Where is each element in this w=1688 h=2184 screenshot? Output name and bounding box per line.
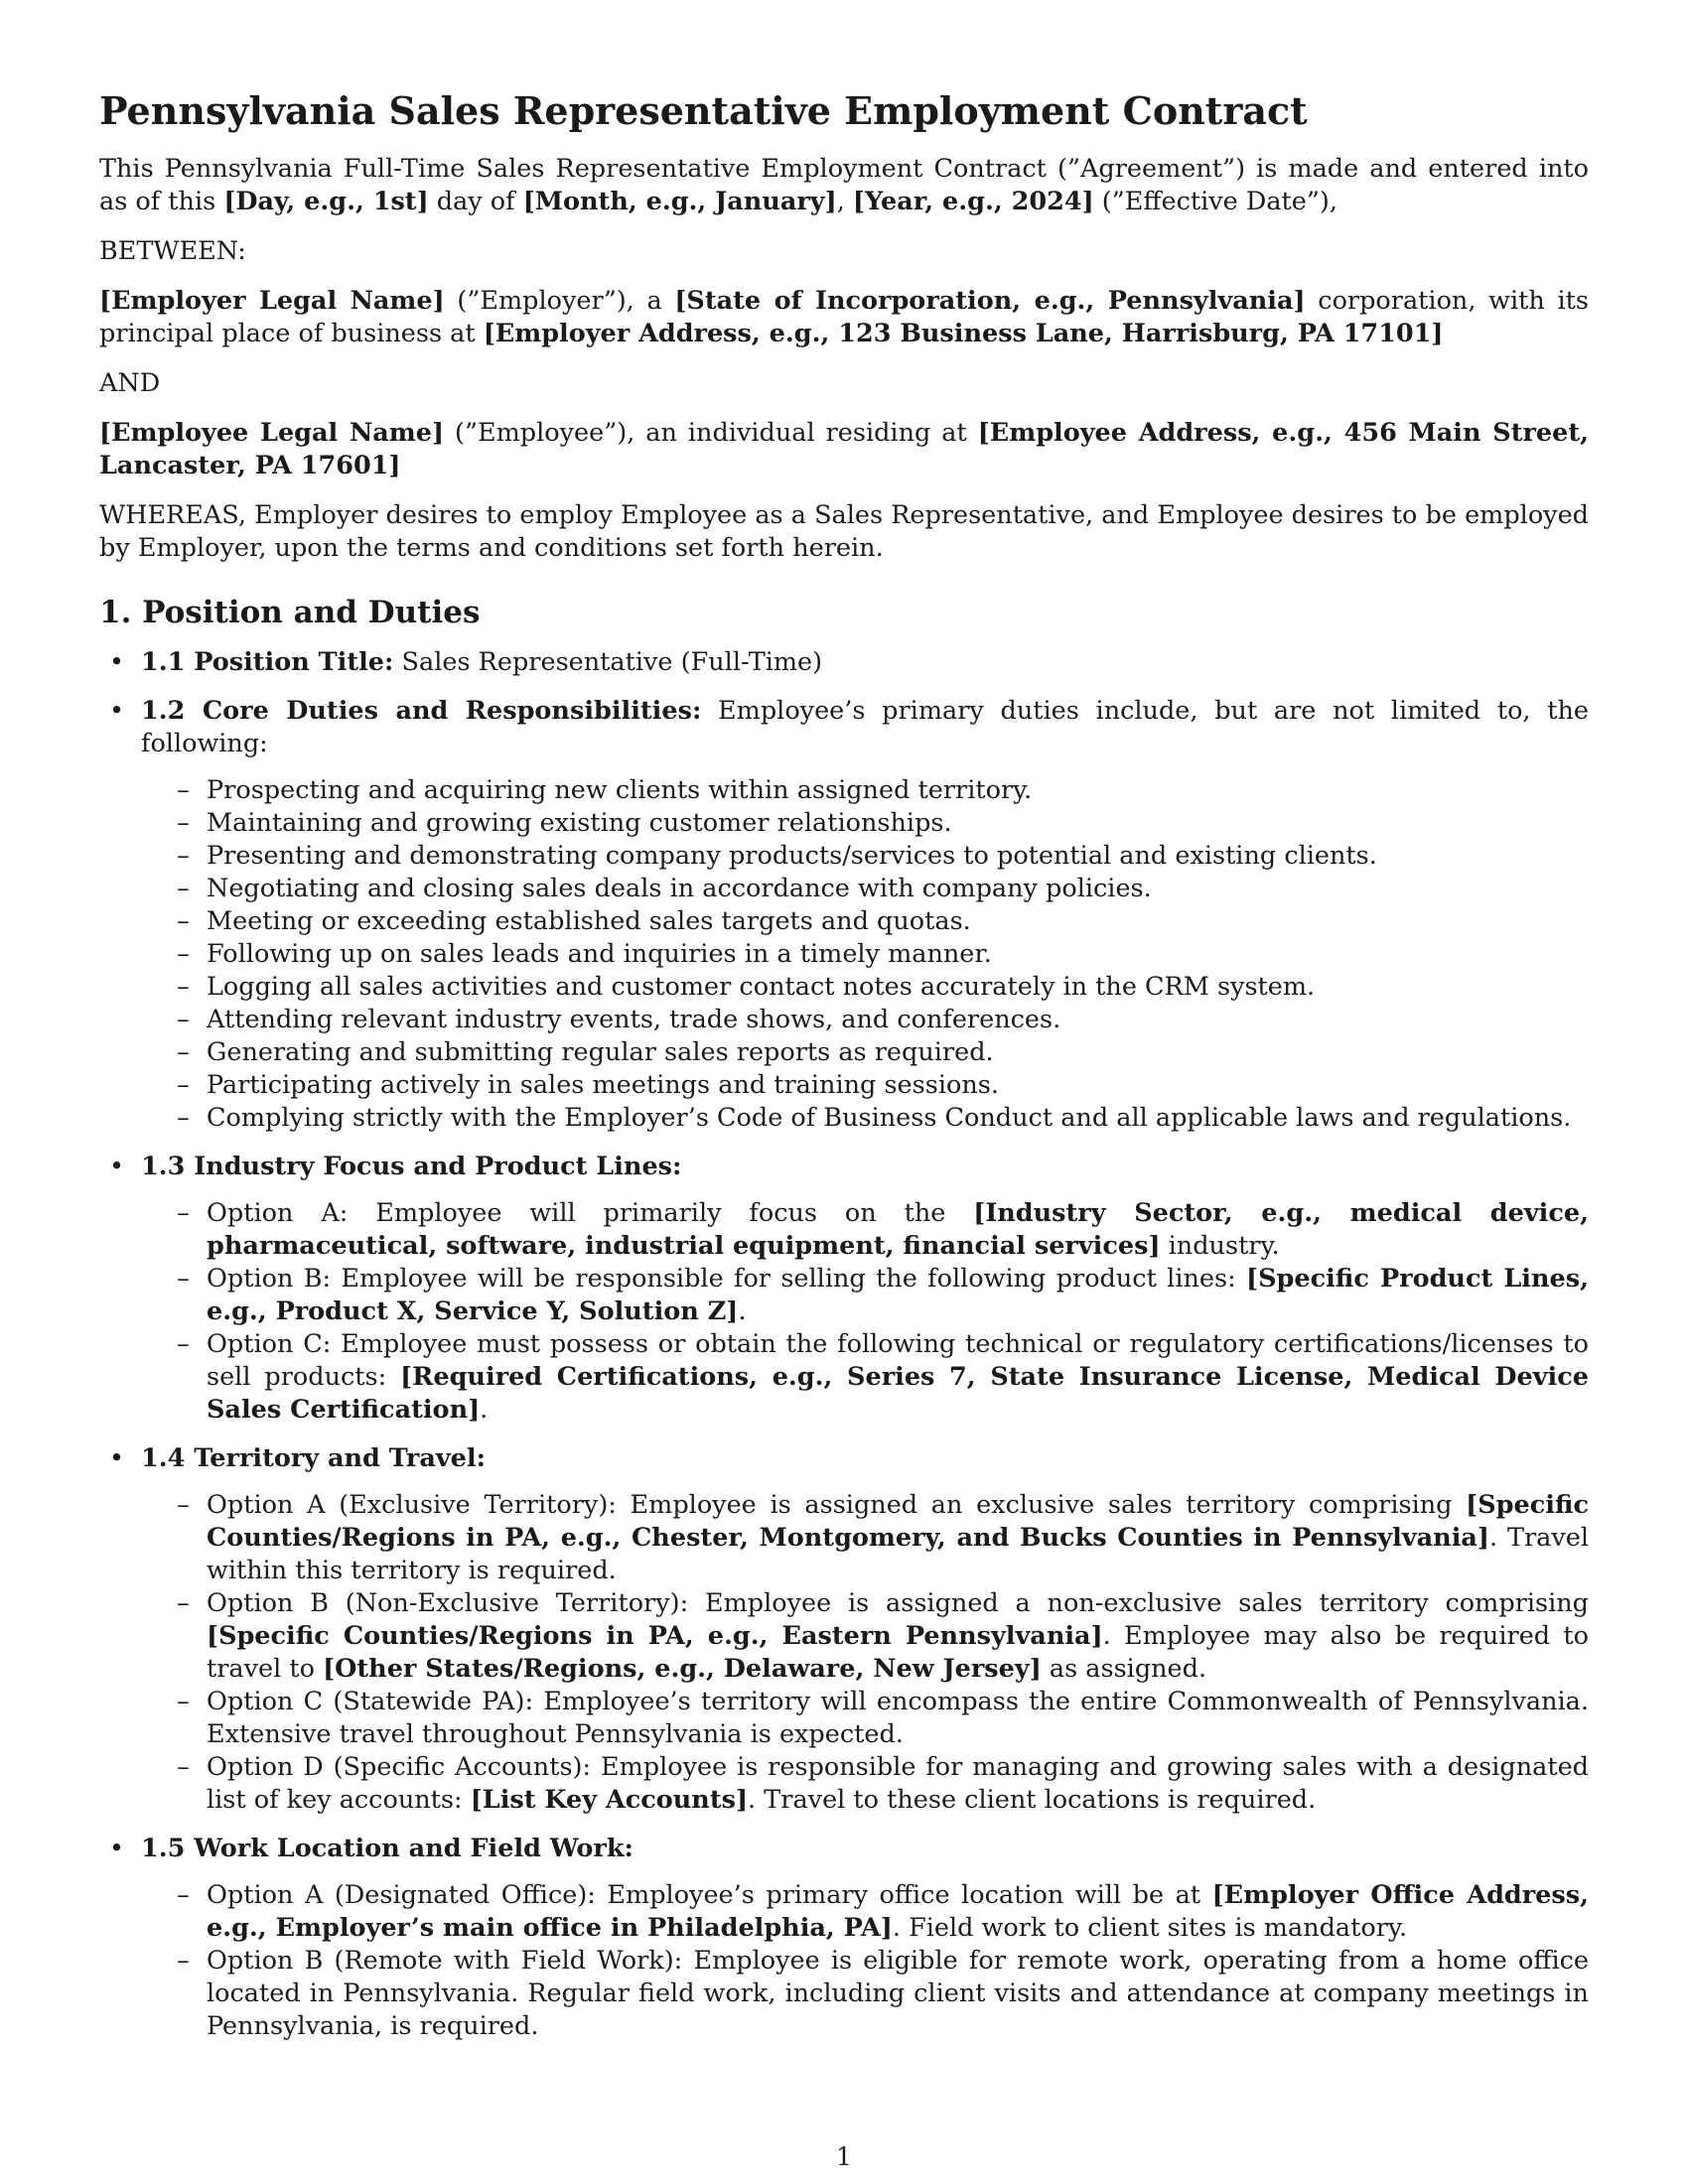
list-item: – Option D (Specific Accounts): Employee is responsible for managing and growing sales with a designated list of key accounts: [List Key Accounts]. Travel to these client locations is required. [207,1751,1589,1817]
document-page [99,87,1589,2059]
between-label: BETWEEN: [99,236,246,266]
list-item: – Attending relevant industry events, trade shows, and conferences. [207,1004,1589,1036]
employer-name-placeholder: [Employer Legal Name] [99,286,445,316]
employee-name-placeholder: [Employee Legal Name] [99,418,445,448]
list-item: – Maintaining and growing existing customer relationships. [207,807,1589,840]
territory-options-list [141,1489,1589,1817]
section-heading: 1. Position and Duties [99,595,481,630]
list-item: – Complying strictly with the Employer’s Code of Business Conduct and all applicable laws and regulations. [207,1102,1589,1135]
list-item: – Meeting or exceeding established sales targets and quotas. [207,905,1589,938]
clause-1-1: • 1.1 Position Title: Sales Representative (Full-Time) [141,646,1589,679]
list-item: – Option C (Statewide PA): Employee’s territory will encompass the entire Commonwealth of Pennsylvania. Extensive travel throughout Pennsylvania is expected. [207,1686,1589,1751]
document-title: Pennsylvania Sales Representative Employment Contract [99,88,1308,133]
intro-paragraph: This Pennsylvania Full-Time Sales Representative Employment Contract (”Agreement”) is made and entered into as of this [Day, e.g., 1st] day of [Month, e.g., January], [Year, e.g., 2024] (”Effective Date”), [99,154,1589,216]
state-placeholder: [State of Incorporation, e.g., Pennsylvania] [674,286,1306,316]
day-placeholder: [Day, e.g., 1st] [223,187,429,216]
list-item: – Option C: Employee must possess or obtain the following technical or regulatory certifications/licenses to sell products: [Required Certifications, e.g., Series 7, State Insurance License, Medical Device Sales Certification]. [207,1328,1589,1427]
employee-address-placeholder: [Employee Address, e.g., 456 Main Street, Lancaster, PA 17601] [99,418,1590,480]
list-item: – Option A (Exclusive Territory): Employee is assigned an exclusive sales territory comprising [Specific Counties/Regions in PA, e.g., Chester, Montgomery, and Bucks Counties in Pennsylvania]. Travel within this territory is required. [207,1489,1589,1587]
list-item: – Option A: Employee will primarily focus on the [Industry Sector, e.g., medical device, pharmaceutical, software, industrial equipment, financial services] industry. [207,1197,1589,1263]
industry-options-list [141,1197,1589,1427]
list-item: – Presenting and demonstrating company products/services to potential and existing clients. [207,840,1589,873]
year-placeholder: [Year, e.g., 2024] [852,187,1094,216]
month-placeholder: [Month, e.g., January] [522,187,837,216]
list-item: – Option B (Remote with Field Work): Employee is eligible for remote work, operating from a home office located in Pennsylvania. Regular field work, including client visits and attendance at company meetings in Pennsylvania, is required. [207,1945,1589,2043]
clause-1-2: • 1.2 Core Duties and Responsibilities: Employee’s primary duties include, but are not limited to, the following: – Prospecting and acquiring new clients within assigned territory. – Maintaining and growing existing customer relationships. – Presenting and demonstrating company products/services to potential and existing clients. – Negotiating and closing sales deals in accordance with company policies. – Meeting or exceeding established sales targets and quotas. – Following up on sales leads and inquiries in a timely manner. – Logging all sales activities and customer contact notes accurately in the CRM system. – Attending relevant industry events, trade shows, and conferences. – Generating and submitting regular sales reports as required. – Participating actively in sales meetings and training sessions. – Complying strictly with the Employer’s Code of Business Conduct and all applicable laws and regulations. [141,695,1589,1135]
whereas-paragraph: WHEREAS, Employer desires to employ Employee as a Sales Representative, and Employee desires to be employed by Employer, upon the terms and conditions set forth herein. [99,500,1589,563]
page-number: 1 [836,2142,852,2171]
list-item: – Following up on sales leads and inquiries in a timely manner. [207,938,1589,971]
list-item: – Participating actively in sales meetings and training sessions. [207,1069,1589,1102]
list-item: – Option A (Designated Office): Employee’s primary office location will be at [Employer Office Address, e.g., Employer’s main office in Philadelphia, PA]. Field work to client sites is mandatory. [207,1879,1589,1945]
and-label: AND [99,368,161,398]
clause-1-3: • 1.3 Industry Focus and Product Lines: – Option A: Employee will primarily focus on the [Industry Sector, e.g., medical device, pharmaceutical, software, industrial equipment, financial services] industry. – Option B: Employee will be responsible for selling the following product lines: [Specific Product Lines, e.g., Product X, Service Y, Solution Z]. – Option C: Employee must possess or obtain the following technical or regulatory certifications/licenses to sell products: [Required Certifications, e.g., Series 7, State Insurance License, Medical Device Sales Certification]. [141,1151,1589,1427]
list-item: – Logging all sales activities and customer contact notes accurately in the CRM system. [207,971,1589,1004]
list-item: – Prospecting and acquiring new clients within assigned territory. [207,774,1589,807]
list-item: – Option B: Employee will be responsible for selling the following product lines: [Specific Product Lines, e.g., Product X, Service Y, Solution Z]. [207,1263,1589,1328]
list-item: – Generating and submitting regular sales reports as required. [207,1036,1589,1069]
list-item: – Option B (Non-Exclusive Territory): Employee is assigned a non-exclusive sales territory comprising [Specific Counties/Regions in PA, e.g., Eastern Pennsylvania]. Employee may also be required to travel to [Other States/Regions, e.g., Delaware, New Jersey] as assigned. [207,1587,1589,1686]
clause-1-4: • 1.4 Territory and Travel: – Option A (Exclusive Territory): Employee is assigned an exclusive sales territory comprising [Specific Counties/Regions in PA, e.g., Chester, Montgomery, and Bucks Counties in Pennsylvania]. Travel within this territory is required. – Option B (Non-Exclusive Territory): Employee is assigned a non-exclusive sales territory comprising [Specific Counties/Regions in PA, e.g., Eastern Pennsylvania]. Employee may also be required to travel to [Other States/Regions, e.g., Delaware, New Jersey] as assigned. – Option C (Statewide PA): Employee’s territory will encompass the entire Commonwealth of Pennsylvania. Extensive travel throughout Pennsylvania is expected. – Option D (Specific Accounts): Employee is responsible for managing and growing sales with a designated list of key accounts: [List Key Accounts]. Travel to these client locations is required. [141,1442,1589,1817]
section-1-list [99,646,1589,2043]
work-location-options-list [141,1879,1589,2043]
employer-address-placeholder: [Employer Address, e.g., 123 Business Lane, Harrisburg, PA 17101] [483,319,1444,348]
list-item: – Negotiating and closing sales deals in accordance with company policies. [207,873,1589,905]
duties-list [141,774,1589,1135]
employer-paragraph: [Employer Legal Name] (”Employer”), a [State of Incorporation, e.g., Pennsylvania] corporation, with its principal place of business at [Employer Address, e.g., 123 Business Lane, Harrisburg, PA 17101] [99,286,1589,348]
employee-paragraph: [Employee Legal Name] (”Employee”), an individual residing at [Employee Address, e.g., 456 Main Street, Lancaster, PA 17601] [99,418,1590,480]
clause-1-5: • 1.5 Work Location and Field Work: – Option A (Designated Office): Employee’s primary office location will be at [Employer Office Address, e.g., Employer’s main office in Philadelphia, PA]. Field work to client sites is mandatory. – Option B (Remote with Field Work): Employee is eligible for remote work, operating from a home office located in Pennsylvania. Regular field work, including client visits and attendance at company meetings in Pennsylvania, is required. [141,1833,1589,2043]
